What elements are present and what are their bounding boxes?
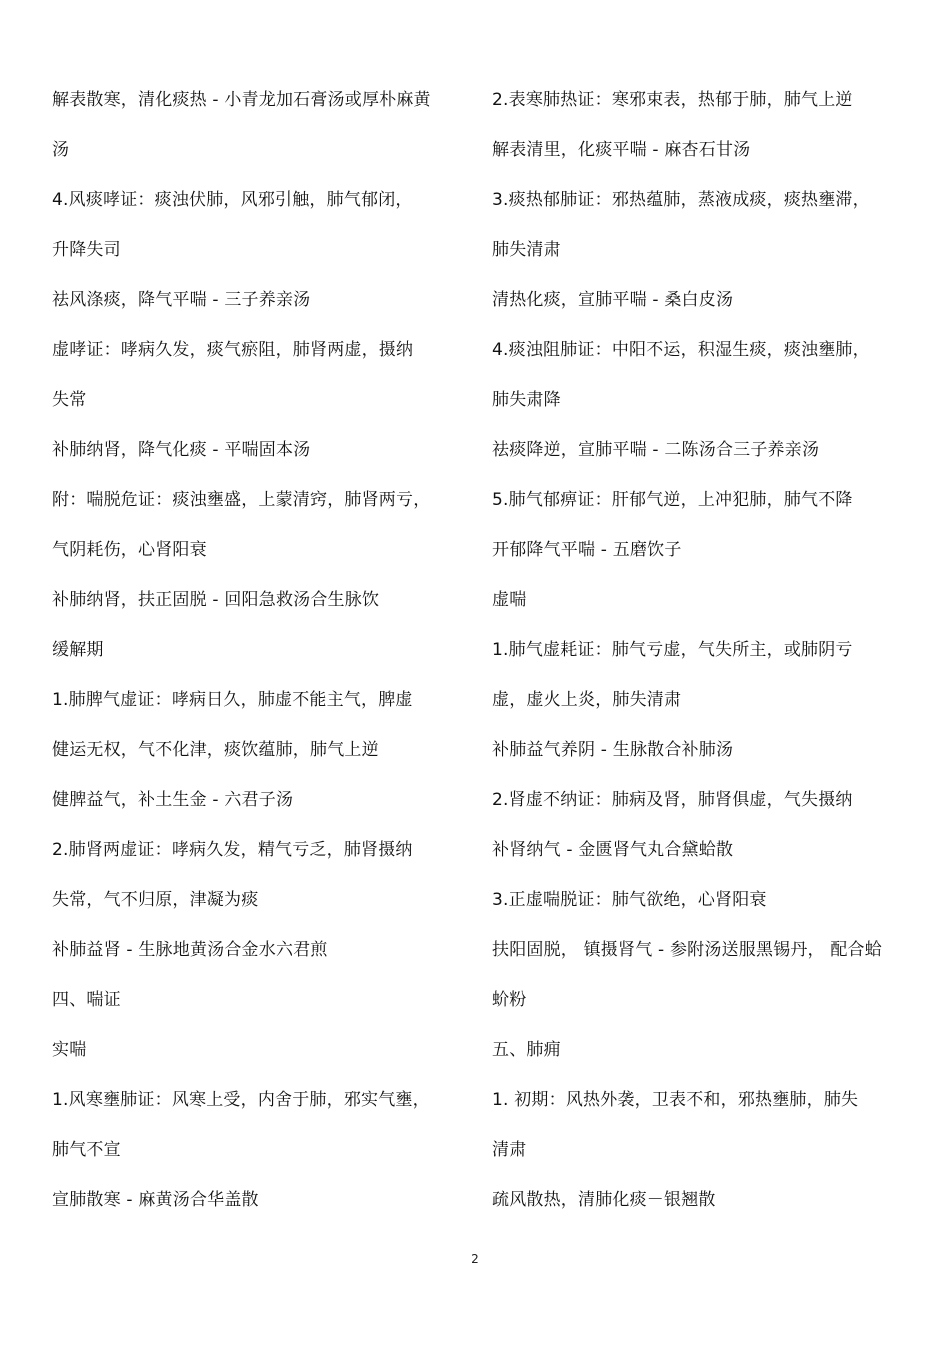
text-line: 补肺益气养阴 - 生脉散合补肺汤 <box>492 740 734 760</box>
text-line: 5.肺气郁痹证：肝郁气逆，上冲犯肺，肺气不降 <box>492 490 853 510</box>
text-line: 肺气不宣 <box>52 1140 121 1160</box>
text-line: 虚哮证：哮病久发，痰气瘀阻，肺肾两虚，摄纳 <box>52 340 414 360</box>
text-line: 2.肺肾两虚证：哮病久发，精气亏乏，肺肾摄纳 <box>52 840 413 860</box>
text-line: 升降失司 <box>52 240 121 260</box>
text-line: 气阴耗伤，心肾阳衰 <box>52 540 207 560</box>
text-line: 疏风散热，清肺化痰－银翘散 <box>492 1190 716 1210</box>
text-line: 1. 初期：风热外袭，卫表不和，邪热壅肺，肺失 <box>492 1090 859 1110</box>
text-line: 肺失肃降 <box>492 390 561 410</box>
text-line: 1.肺气虚耗证：肺气亏虚，气失所主，或肺阴亏 <box>492 640 853 660</box>
text-line: 解表清里，化痰平喘 - 麻杏石甘汤 <box>492 140 751 160</box>
text-line: 补肺纳肾，降气化痰 - 平喘固本汤 <box>52 440 311 460</box>
text-line: 1.风寒壅肺证：风寒上受，内舍于肺，邪实气壅， <box>52 1090 430 1110</box>
text-line: 开郁降气平喘 - 五磨饮子 <box>492 540 682 560</box>
text-line: 汤 <box>52 140 70 160</box>
text-line: 3.正虚喘脱证：肺气欲绝，心肾阳衰 <box>492 890 767 910</box>
text-line: 失常，气不归原，津凝为痰 <box>52 890 259 910</box>
text-line: 宣肺散寒 - 麻黄汤合华盖散 <box>52 1190 259 1210</box>
section-heading: 缓解期 <box>52 640 104 660</box>
section-heading: 五、肺痈 <box>492 1040 561 1060</box>
page-number: 2 <box>471 1252 479 1266</box>
text-line: 补肺益肾 - 生脉地黄汤合金水六君煎 <box>52 940 328 960</box>
text-line: 扶阳固脱， 镇摄肾气 - 参附汤送服黑锡丹， 配合蛤 <box>492 940 882 960</box>
text-line: 1.肺脾气虚证：哮病日久，肺虚不能主气，脾虚 <box>52 690 413 710</box>
section-heading: 实喘 <box>52 1040 87 1060</box>
right-text-column <box>492 75 902 1225</box>
text-line: 附：喘脱危证：痰浊壅盛，上蒙清窍，肺肾两亏， <box>52 490 431 510</box>
text-line: 补肾纳气 - 金匮肾气丸合黛蛤散 <box>492 840 734 860</box>
section-heading: 四、喘证 <box>52 990 121 1010</box>
text-line: 2.表寒肺热证：寒邪束表，热郁于肺，肺气上逆 <box>492 90 853 110</box>
text-line: 祛风涤痰，降气平喘 - 三子养亲汤 <box>52 290 311 310</box>
text-line: 健运无权，气不化津，痰饮蕴肺，肺气上逆 <box>52 740 379 760</box>
text-line: 解表散寒，清化痰热 - 小青龙加石膏汤或厚朴麻黄 <box>52 90 431 110</box>
text-line: 失常 <box>52 390 87 410</box>
text-line: 清肃 <box>492 1140 527 1160</box>
text-line: 4.风痰哮证：痰浊伏肺，风邪引触，肺气郁闭， <box>52 190 413 210</box>
text-line: 3.痰热郁肺证：邪热蕴肺，蒸液成痰，痰热壅滞， <box>492 190 870 210</box>
section-heading: 虚喘 <box>492 590 527 610</box>
text-line: 虚，虚火上炎，肺失清肃 <box>492 690 682 710</box>
text-line: 4.痰浊阻肺证：中阳不运，积湿生痰，痰浊壅肺， <box>492 340 870 360</box>
text-line: 2.肾虚不纳证：肺病及肾，肺肾俱虚，气失摄纳 <box>492 790 853 810</box>
text-line: 健脾益气，补土生金 - 六君子汤 <box>52 790 294 810</box>
text-line: 清热化痰，宣肺平喘 - 桑白皮汤 <box>492 290 734 310</box>
text-line: 肺失清肃 <box>492 240 561 260</box>
text-line: 补肺纳肾，扶正固脱 - 回阳急救汤合生脉饮 <box>52 590 380 610</box>
text-line: 蚧粉 <box>492 990 527 1010</box>
left-text-column <box>52 75 452 1225</box>
text-line: 祛痰降逆，宣肺平喘 - 二陈汤合三子养亲汤 <box>492 440 820 460</box>
